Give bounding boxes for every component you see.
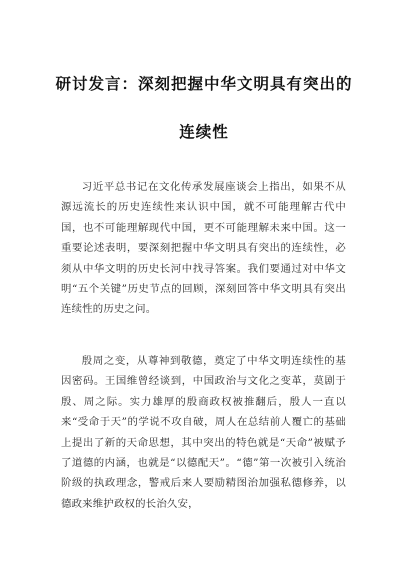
document-title-line-2: 连续性 xyxy=(179,123,229,141)
body-paragraph-2: 殷周之变，从尊神到敬德，奠定了中华文明连续性的基因密码。王国维曾经谈到，中国政治与文化之变革，莫剧于殷、周之际。实力雄厚的殷商政权被推翻后，殷人一直以来“受命于天”的学说不攻自破，周人在总结前人覆亡的基础上提出了新的天命思想，其中突出的特色就是“天命”被赋予了道德的内涵，也就是“以德配天”。“德”第一次被引入统治阶级的执政理念，警戒后来人要励精图治加强私德修养，以德政来维护政权的长治久安， xyxy=(61,355,346,510)
document-title-line-1: 研讨发言：深刻把握中华文明具有突出的 xyxy=(55,75,353,93)
body-paragraph-1: 习近平总书记在文化传承发展座谈会上指出，如果不从源远流长的历史连续性来认识中国，就不可能理解古代中国，也不可能理解现代中国，更不可能理解未来中国。这一重要论述表明，要深刻把握中华文明具有突出的连续性，必须从中华文明的历史长河中找寻答案。我们要通过对中华文明“五个关键”历史节点的回顾，深刻回答中华文明具有突出连续性的历史之问。 xyxy=(61,181,346,316)
